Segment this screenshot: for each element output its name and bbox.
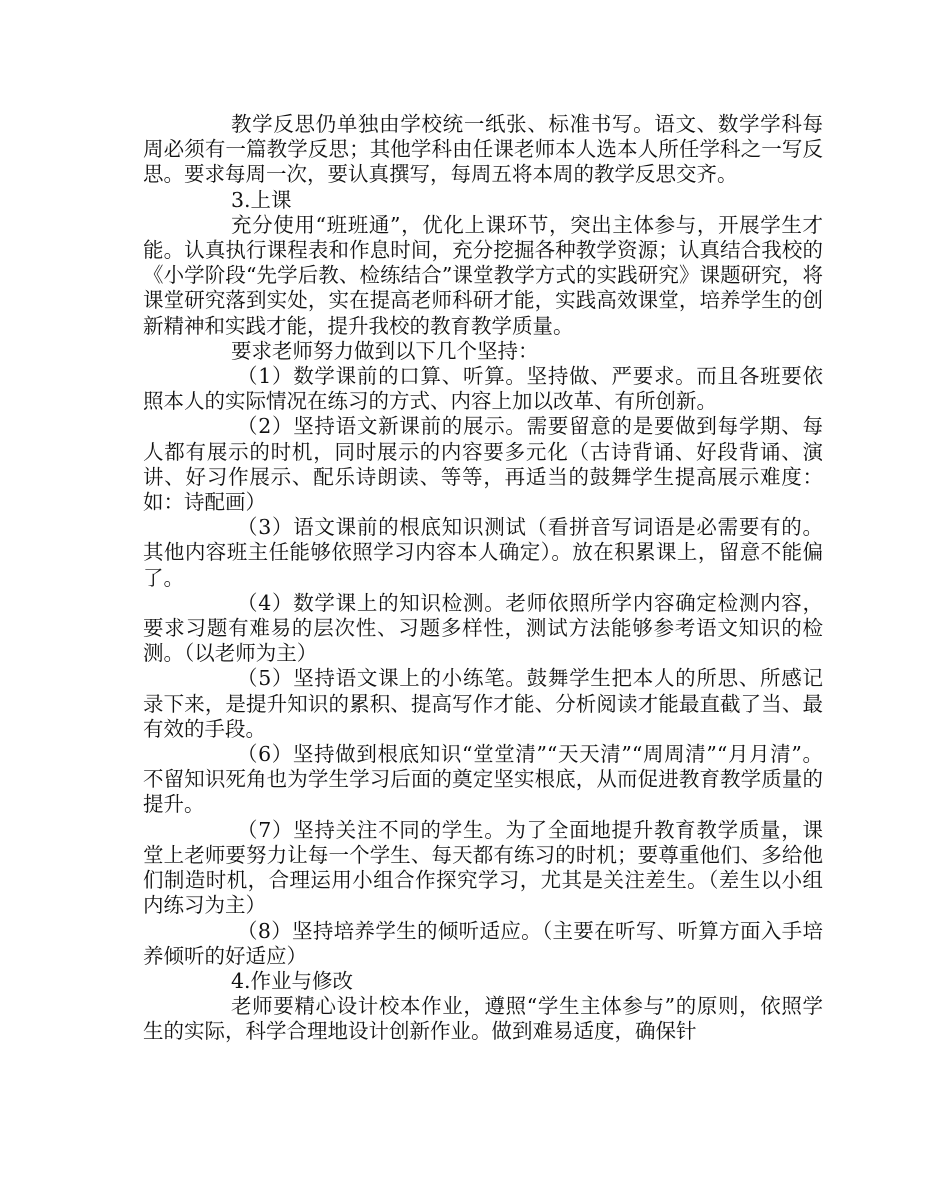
list-item-8: （8）坚持培养学生的倾听适应。（主要在听写、听算方面入手培养倾听的好适应） bbox=[143, 918, 823, 968]
list-item-7: （7）坚持关注不同的学生。为了全面地提升教育教学质量，课堂上老师要努力让每一个学生、每天都有练习的时机；要尊重他们、多给他们制造时机，合理运用小组合作探究学习，尤其是关注差生。（差生以小组内练习为主） bbox=[143, 817, 823, 918]
section-heading-class: 3.上课 bbox=[231, 187, 292, 212]
list-item-5: （5）坚持语文课上的小练笔。鼓舞学生把本人的所思、所感记录下来，是提升知识的累积、提高写作才能、分析阅读才能最直截了当、最有效的手段。 bbox=[143, 666, 823, 741]
document-page bbox=[143, 112, 823, 1045]
list-item-4: （4）数学课上的知识检测。老师依照所学内容确定检测内容，要求习题有难易的层次性、习题多样性，测试方法能够参考语文知识的检测。（以老师为主） bbox=[143, 590, 823, 666]
list-item-3: （3）语文课前的根底知识测试（看拼音写词语是必需要有的。其他内容班主任能够依照学习内容本人确定）。放在积累课上，留意不能偏了。 bbox=[143, 515, 823, 590]
paragraph-class-overview: 充分使用“班班通”，优化上课环节，突出主体参与，开展学生才能。认真执行课程表和作息时间，充分挖掘各种教学资源；认真结合我校的《小学阶段“先学后教、检练结合”课堂教学方式的实践研究》课题研究，将课堂研究落到实处，实在提高老师科研才能，实践高效课堂，培养学生的创新精神和实践才能，提升我校的教育教学质量。 bbox=[143, 212, 823, 338]
list-item-6: （6）坚持做到根底知识“堂堂清”“天天清”“周周清”“月月清”。不留知识死角也为学生学习后面的奠定坚实根底，从而促进教育教学质量的提升。 bbox=[143, 742, 823, 817]
list-item-1: （1）数学课前的口算、听算。坚持做、严要求。而且各班要依照本人的实际情况在练习的方式、内容上加以改革、有所创新。 bbox=[143, 364, 823, 414]
list-item-2: （2）坚持语文新课前的展示。需要留意的是要做到每学期、每人都有展示的时机，同时展示的内容要多元化（古诗背诵、好段背诵、演讲、好习作展示、配乐诗朗读、等等，再适当的鼓舞学生提高展示难度：如：诗配画） bbox=[143, 414, 823, 515]
paragraph-teaching-reflection: 教学反思仍单独由学校统一纸张、标准书写。语文、数学学科每周必须有一篇教学反思；其他学科由任课老师本人选本人所任学科之一写反思。要求每周一次，要认真撰写，每周五将本周的教学反思交齐。 bbox=[143, 112, 823, 187]
section-heading-homework: 4.作业与修改 bbox=[231, 968, 354, 993]
paragraph-requirements-intro: 要求老师努力做到以下几个坚持： bbox=[231, 338, 539, 363]
paragraph-homework: 老师要精心设计校本作业，遵照“学生主体参与”的原则，依照学生的实际，科学合理地设计创新作业。做到难易适度，确保针 bbox=[143, 994, 823, 1044]
